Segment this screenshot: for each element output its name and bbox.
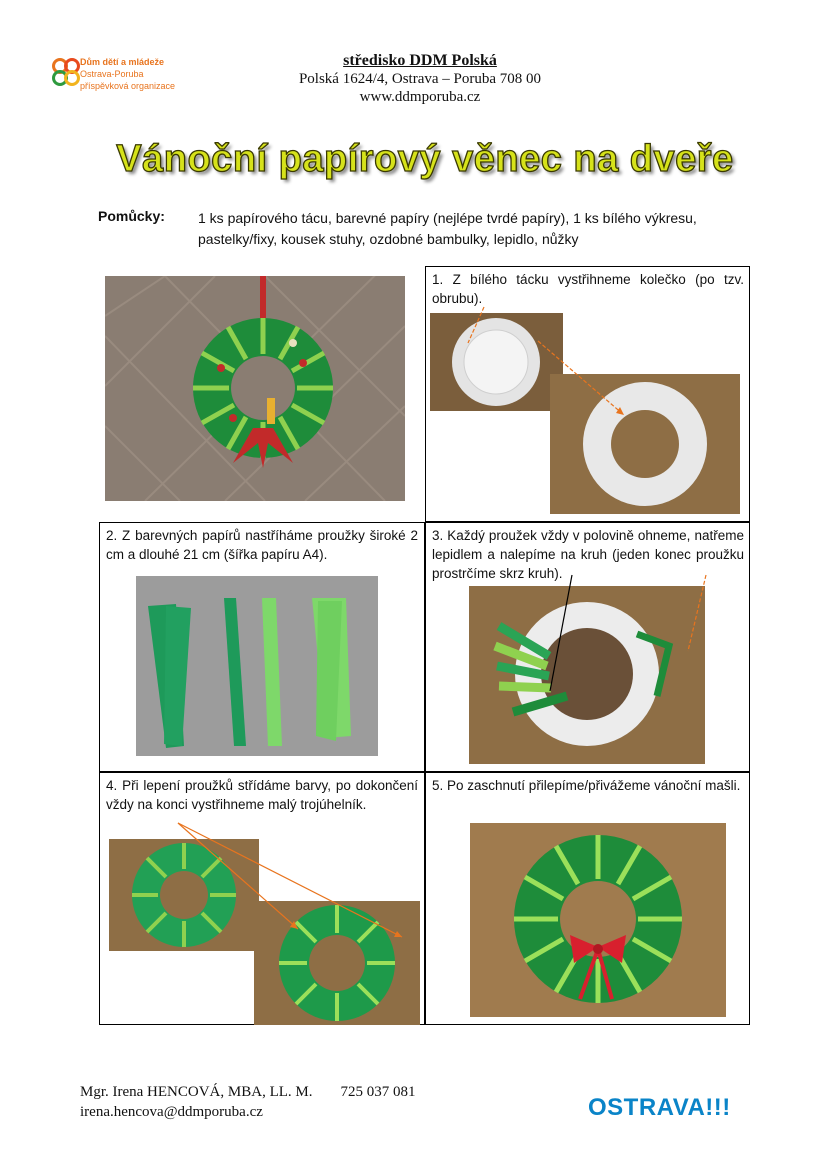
step-1-text: 1. Z bílého tácku vystřihneme kolečko (po tzv. obrubu).	[432, 272, 744, 306]
wreath-progress-photo	[109, 839, 259, 951]
org-line-3: příspěvková organizace	[80, 81, 176, 91]
cell-step-4	[99, 772, 425, 1025]
org-line-1: Dům dětí a mládeže	[80, 57, 165, 67]
plate-ring-photo	[550, 374, 740, 514]
step-5-text: 5. Po zaschnutí přilepíme/přivážeme vánoční mašli.	[432, 778, 741, 793]
page-title: Vánoční papírový věnec na dveře	[116, 138, 734, 180]
address: Polská 1624/4, Ostrava – Poruba 708 00	[298, 71, 542, 87]
wreath-trimmed-photo	[254, 901, 420, 1025]
header-center	[260, 52, 580, 106]
step-4-text: 4. Při lepení proužků střídáme barvy, po dokončení vždy na konci vystřihneme malý trojúhelník.	[106, 778, 418, 812]
cell-step-5	[425, 772, 750, 1025]
instructions-table	[99, 266, 750, 1025]
footer-contact	[80, 1082, 415, 1122]
paper-strips-photo	[136, 576, 378, 756]
step-2-text: 2. Z barevných papírů nastříháme proužky široké 2 cm a dlouhé 21 cm (šířka papíru A4).	[106, 528, 418, 562]
cell-step-2	[99, 522, 425, 772]
author-email[interactable]: irena.hencova@ddmporuba.cz	[80, 1104, 263, 1120]
ostrava-brand-logo: OSTRAVA!!!	[588, 1094, 731, 1121]
plate-photo	[430, 313, 563, 411]
cell-step-1	[425, 266, 750, 522]
finished-wreath-bow-photo	[470, 823, 726, 1017]
org-name-block	[80, 56, 175, 92]
step-3-text: 3. Každý proužek vždy v polovině ohneme, natřeme lepidlem a nalepíme na kruh (jeden konec proužku prostrčíme skrz kruh).	[432, 528, 744, 581]
center-title: středisko DDM Polská	[343, 52, 497, 69]
tools-label: Pomůcky:	[98, 208, 165, 224]
cell-step-3	[425, 522, 750, 772]
tools-text: 1 ks papírového tácu, barevné papíry (nejlépe tvrdé papíry), 1 ks bílého výkresu, pastelky/fixy, kousek stuhy, ozdobné bambulky, lepidlo, nůžky	[198, 210, 697, 247]
gluing-photo	[469, 586, 705, 764]
org-line-2: Ostrava-Poruba	[80, 69, 144, 79]
finished-wreath-photo	[105, 276, 405, 501]
cell-hero	[99, 266, 425, 522]
website-link[interactable]: www.ddmporuba.cz	[359, 89, 481, 105]
author-name: Mgr. Irena HENCOVÁ, MBA, LL. M.	[80, 1084, 313, 1100]
author-phone: 725 037 081	[340, 1084, 416, 1100]
